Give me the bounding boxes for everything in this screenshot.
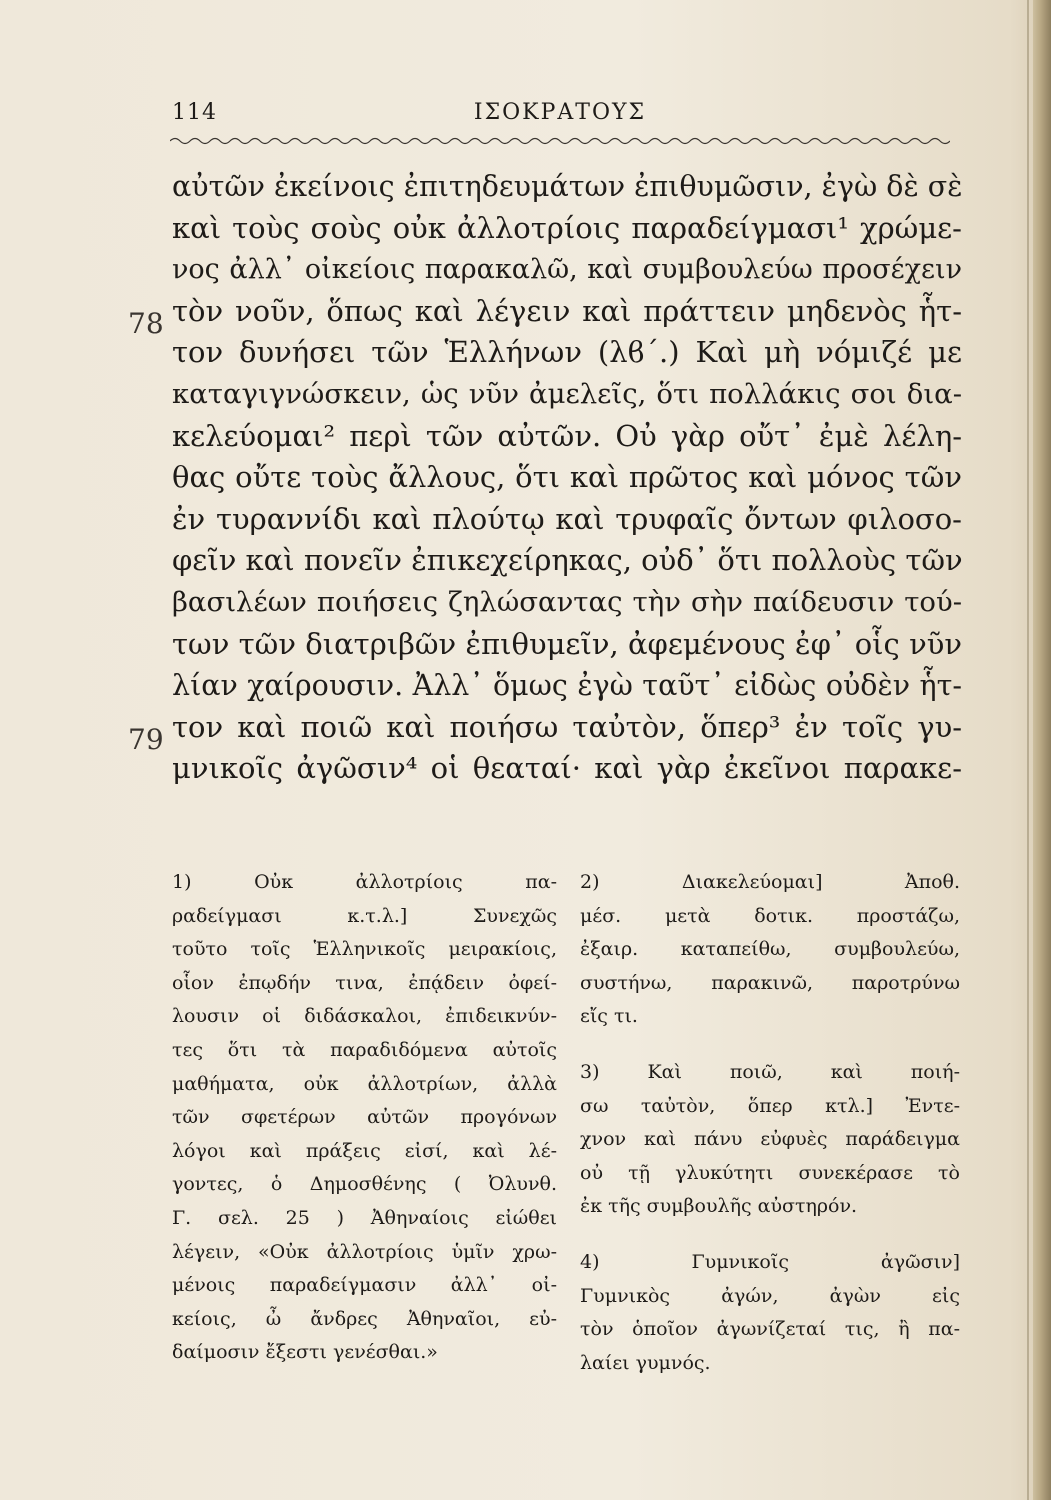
footnote-line: δαίμοσιν ἔξεστι γενέσθαι.» bbox=[172, 1341, 438, 1364]
text-line: των τῶν διατριβῶν ἐπιθυμεῖν, ἀφεμένους ἐφ᾽ οἷς νῦν bbox=[172, 626, 962, 661]
footnote-column-right bbox=[580, 866, 960, 1380]
footnote-line: 4) Γυμνικοῖς ἀγῶσιν] bbox=[580, 1250, 960, 1273]
footnote-line: 2) Διακελεύομαι] Ἀποθ. bbox=[580, 871, 960, 893]
page-header bbox=[172, 100, 948, 140]
text-line: λίαν χαίρουσιν. Ἀλλ᾽ ὅμως ἐγὼ ταῦτ᾽ εἰδὼς οὐδὲν ἧτ- bbox=[172, 669, 962, 703]
footnote-line: συστήνω, παρακινῶ, παροτρύνω bbox=[580, 971, 960, 994]
footnote-line: μένοις παραδείγμασιν ἀλλ᾽ οἰ- bbox=[172, 1274, 557, 1297]
footnote-column-left bbox=[172, 866, 557, 1370]
text-line: καταγιγνώσκειν, ὡς νῦν ἀμελεῖς, ὅτι πολλάκις σοι δια- bbox=[172, 377, 962, 410]
footnote-line: γοντες, ὁ Δημοσθένης ( Ὀλυνθ. bbox=[172, 1173, 557, 1196]
footnote-line: τες ὅτι τὰ παραδιδόμενα αὐτοῖς bbox=[172, 1038, 557, 1061]
footnote-line: ἐκ τῆς συμβουλῆς αὐστηρόν. bbox=[580, 1195, 858, 1218]
footnote-line: Γυμνικὸς ἀγών, ἀγὼν εἰς bbox=[580, 1284, 960, 1307]
text-line: μνικοῖς ἀγῶσιν⁴ οἱ θεαταί· καὶ γὰρ ἐκεῖνοι παρακε- bbox=[172, 751, 962, 786]
header-wavy-rule bbox=[170, 136, 950, 146]
footnotes bbox=[172, 866, 962, 1386]
footnote-line: λόγοι καὶ πράξεις εἰσί, καὶ λέ- bbox=[172, 1139, 557, 1162]
footnote-line: ἐξαιρ. καταπείθω, συμβουλεύω, bbox=[580, 938, 960, 961]
footnote-line: τὸν ὁποῖον ἀγωνίζεταί τις, ἢ πα- bbox=[580, 1318, 960, 1341]
footnote-line: τῶν σφετέρων αὐτῶν προγόνων bbox=[172, 1106, 557, 1129]
book-spine bbox=[1033, 0, 1051, 1500]
text-line: κελεύομαι² περὶ τῶν αὐτῶν. Οὐ γὰρ οὔτ᾽ ἐμὲ λέλη- bbox=[172, 418, 962, 453]
page-number: 114 bbox=[172, 100, 217, 125]
footnote-line: οἷον ἐπῳδήν τινα, ἐπᾴδειν ὀφεί- bbox=[172, 971, 557, 994]
footnote-line: Γ. σελ. 25 ) Ἀθηναίοις εἰώθει bbox=[172, 1206, 557, 1229]
text-line: τον καὶ ποιῶ καὶ ποιήσω ταὐτὸν, ὅπερ³ ἐν τοῖς γυ- bbox=[172, 709, 962, 744]
text-line: νος ἀλλ᾽ οἰκείοις παρακαλῶ, καὶ συμβουλεύω προσέχειν bbox=[172, 254, 962, 286]
footnote-line: οὐ τῇ γλυκύτητι συνεκέρασε τὸ bbox=[580, 1161, 960, 1184]
footnote-line: εἴς τι. bbox=[580, 1005, 638, 1028]
main-text bbox=[172, 166, 962, 790]
text-line: αὐτῶν ἐκείνοις ἐπιτηδευμάτων ἐπιθυμῶσιν, ἐγὼ δὲ σὲ bbox=[172, 170, 963, 203]
text-line: θας οὔτε τοὺς ἄλλους, ὅτι καὶ πρῶτος καὶ μόνος τῶν bbox=[172, 460, 962, 495]
text-line: τον δυνήσει τῶν Ἑλλήνων (λϐ΄.) Καὶ μὴ νόμιζέ με bbox=[172, 335, 962, 370]
footnote-line: λουσιν οἱ διδάσκαλοι, ἐπιδεικνύν- bbox=[172, 1005, 557, 1028]
text-line: καὶ τοὺς σοὺς οὐκ ἀλλοτρίοις παραδείγμασι¹ χρώμε- bbox=[172, 210, 962, 245]
text-line: ἐν τυραννίδι καὶ πλούτῳ καὶ τρυφαῖς ὄντων φιλοσο- bbox=[172, 501, 962, 536]
footnote-line: λαίει γυμνός. bbox=[580, 1351, 711, 1374]
footnote-line: τοῦτο τοῖς Ἑλληνικοῖς μειρακίοις, bbox=[172, 938, 557, 961]
text-line: φεῖν καὶ πονεῖν ἐπικεχείρηκας, οὐδ᾽ ὅτι πολλοὺς τῶν bbox=[172, 543, 963, 578]
footnote-line: μέσ. μετὰ δοτικ. προστάζω, bbox=[580, 904, 960, 927]
footnote-line: 3) Καὶ ποιῶ, καὶ ποιή- bbox=[580, 1060, 960, 1083]
footnote-line: 1) Οὐκ ἀλλοτρίοις πα- bbox=[172, 871, 557, 893]
footnote-line: λέγειν, «Οὐκ ἀλλοτρίοις ὑμῖν χρω- bbox=[172, 1240, 557, 1263]
binding-edge bbox=[1027, 0, 1029, 1500]
margin-section-number-78: 78 bbox=[128, 307, 164, 340]
margin-section-number-79: 79 bbox=[128, 723, 164, 756]
footnote-line: μαθήματα, οὐκ ἀλλοτρίων, ἀλλὰ bbox=[172, 1072, 557, 1095]
footnote-line: χνον καὶ πάνυ εὐφυὲς παράδειγμα bbox=[580, 1128, 960, 1151]
footnote-line: ραδείγμασι κ.τ.λ.] Συνεχῶς bbox=[172, 904, 557, 927]
text-line: βασιλέων ποιήσεις ζηλώσαντας τὴν σὴν παίδευσιν τού- bbox=[172, 585, 962, 618]
footnote-line: κείοις, ὦ ἄνδρες Ἀθηναῖοι, εὐ- bbox=[172, 1307, 557, 1330]
footnote-line: σω ταὐτὸν, ὅπερ κτλ.] Ἐντε- bbox=[580, 1094, 960, 1117]
text-line: τὸν νοῦν, ὅπως καὶ λέγειν καὶ πράττειν μηδενὸς ἧτ- bbox=[172, 293, 962, 328]
running-head: ΙΣΟΚΡΑΤΟΥΣ bbox=[473, 100, 647, 125]
